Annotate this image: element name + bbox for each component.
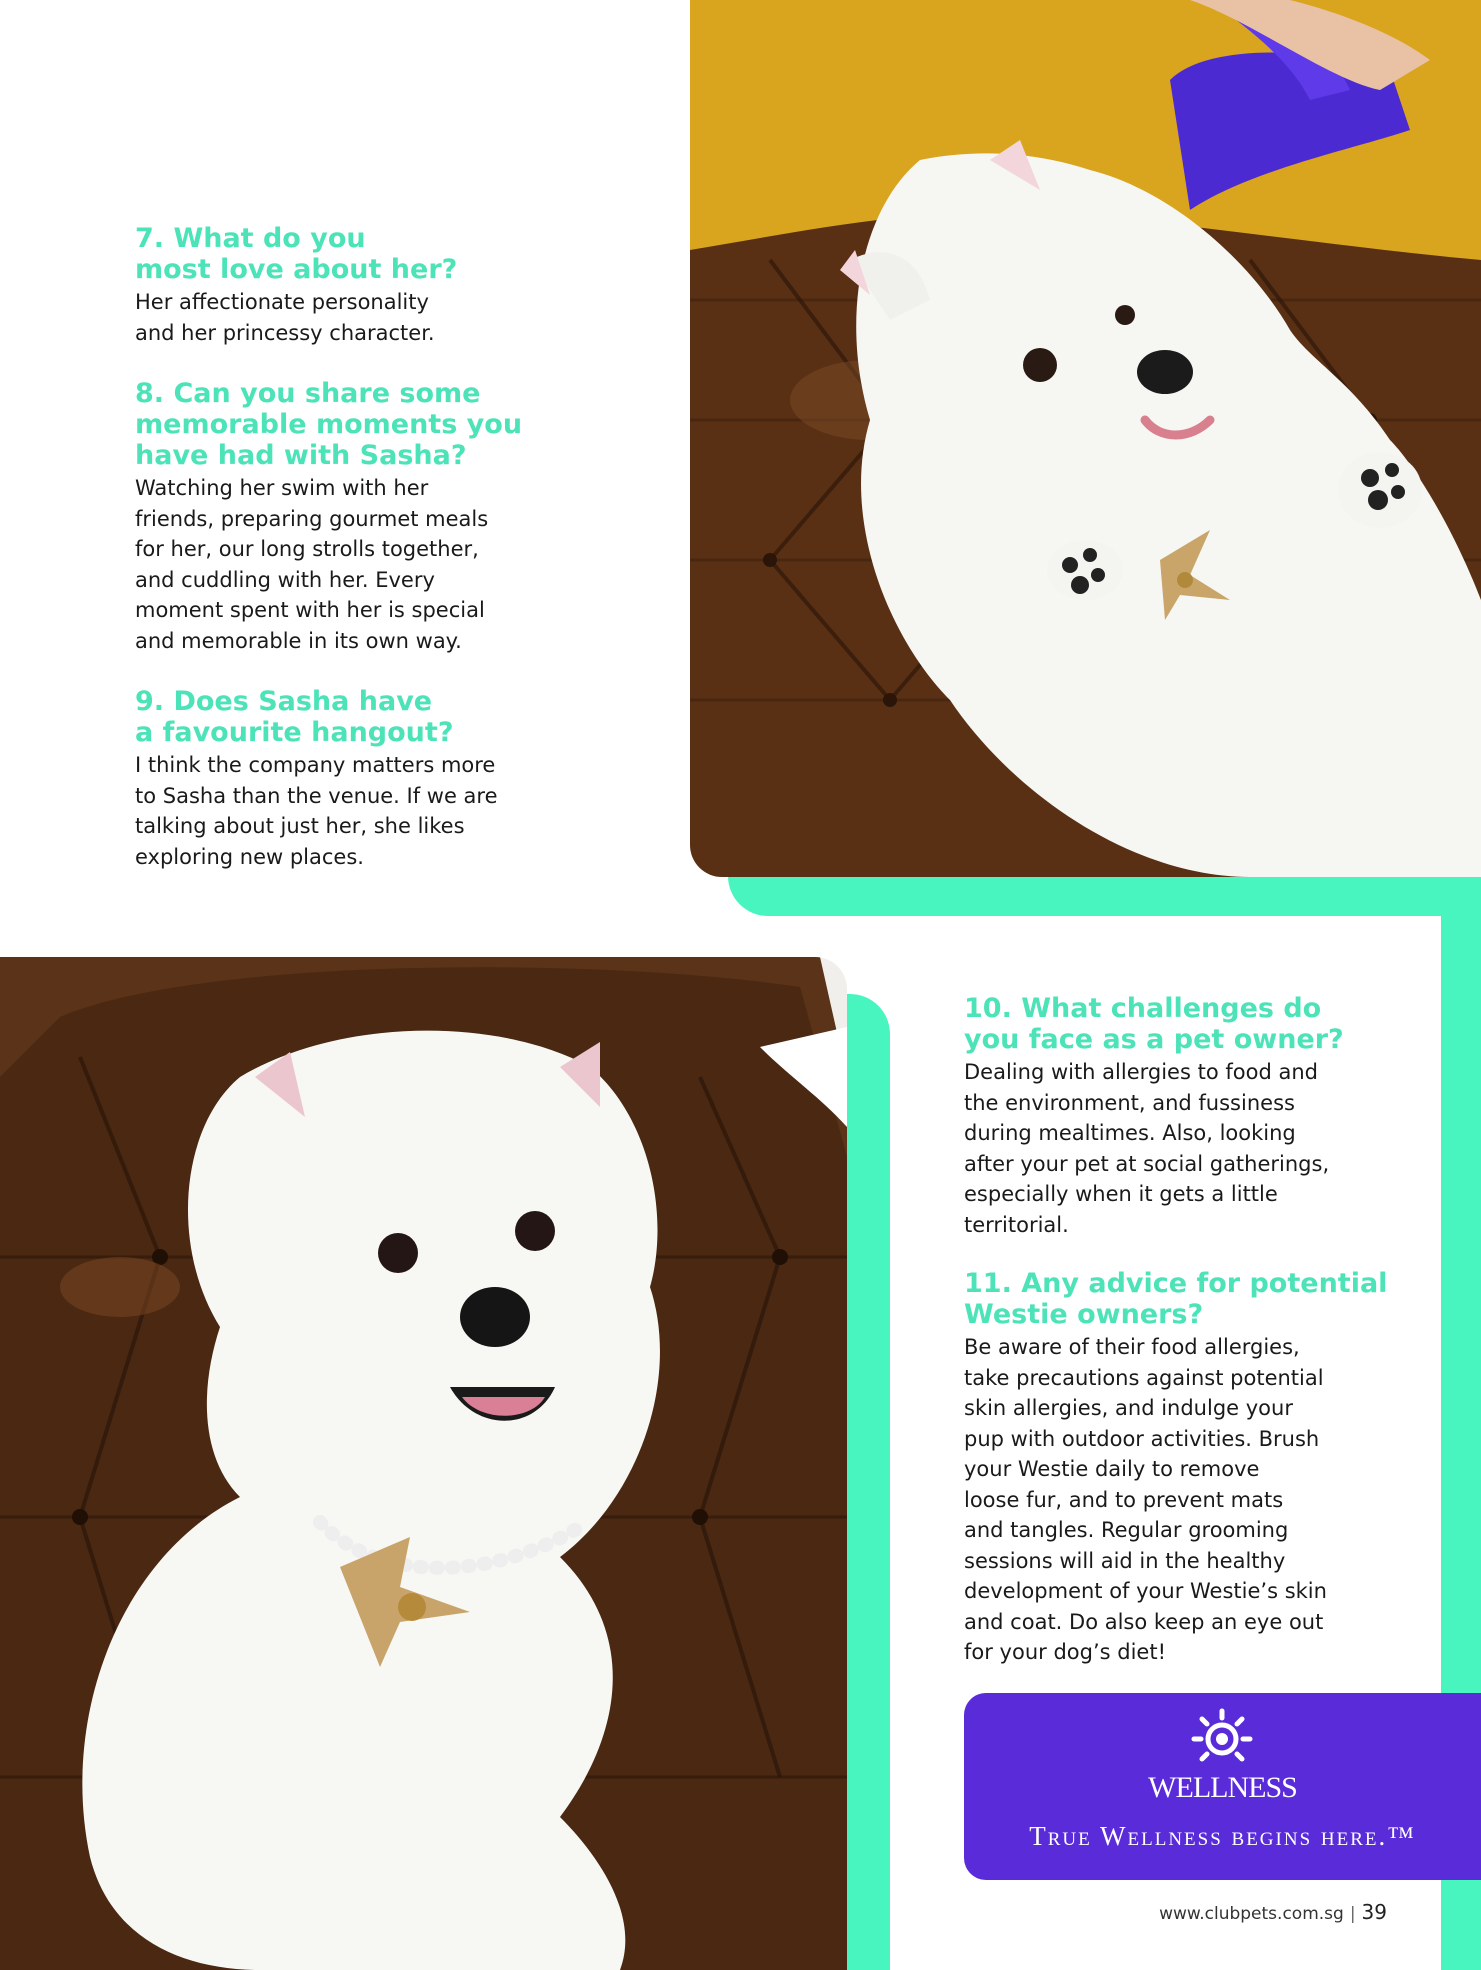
question-heading: 11. Any advice for potential Westie owners? — [964, 1268, 1388, 1330]
answer-text: Be aware of their food allergies, take precautions against potential skin allergies, and indulge your pup with outdoor activities. Brush your Westie daily to remove loose fur, and to prevent mats and tangles. Regular grooming sessions will aid in the healthy development of your Westie’s skin and coat. Do also keep an eye out for your dog’s diet! — [964, 1335, 1327, 1664]
wellness-brand-name: WELLNESS — [1148, 1771, 1297, 1804]
question-heading: 8. Can you share some memorable moments you have had with Sasha? — [135, 378, 523, 471]
wellness-logo-icon — [1187, 1707, 1257, 1769]
question-heading: 9. Does Sasha have a favourite hangout? — [135, 686, 454, 748]
qa-block-7 — [135, 223, 605, 348]
answer-text: Watching her swim with her friends, preparing gourmet meals for her, our long strolls together, and cuddling with her. Every moment spent with her is special and memorable in its own way. — [135, 476, 489, 653]
qa-block-11 — [964, 1268, 1424, 1668]
footer-url[interactable]: www.clubpets.com.sg — [1159, 1904, 1344, 1924]
answer-text: I think the company matters more to Sasha than the venue. If we are talking about just her, she likes exploring new places. — [135, 753, 498, 869]
answer-text: Her affectionate personality and her princessy character. — [135, 290, 435, 345]
page-number: 39 — [1361, 1900, 1387, 1924]
mint-accent-middle-bar — [845, 994, 890, 1970]
qa-block-8 — [135, 378, 645, 656]
page-footer — [1000, 1900, 1387, 1924]
footer-separator: | — [1349, 1904, 1356, 1924]
qa-block-9 — [135, 686, 645, 872]
photo-westie-sitting — [0, 957, 847, 1970]
question-heading: 7. What do you most love about her? — [135, 223, 458, 285]
answer-text: Dealing with allergies to food and the environment, and fussiness during mealtimes. Also, looking after your pet at social gatherings, especially when it gets a little territorial. — [964, 1060, 1330, 1237]
wellness-advertisement[interactable] — [964, 1693, 1481, 1880]
qa-block-10 — [964, 993, 1424, 1240]
wellness-tagline: True Wellness begins here.™ — [1029, 1821, 1416, 1851]
photo-westie-begging — [690, 0, 1481, 877]
question-heading: 10. What challenges do you face as a pet owner? — [964, 993, 1344, 1055]
